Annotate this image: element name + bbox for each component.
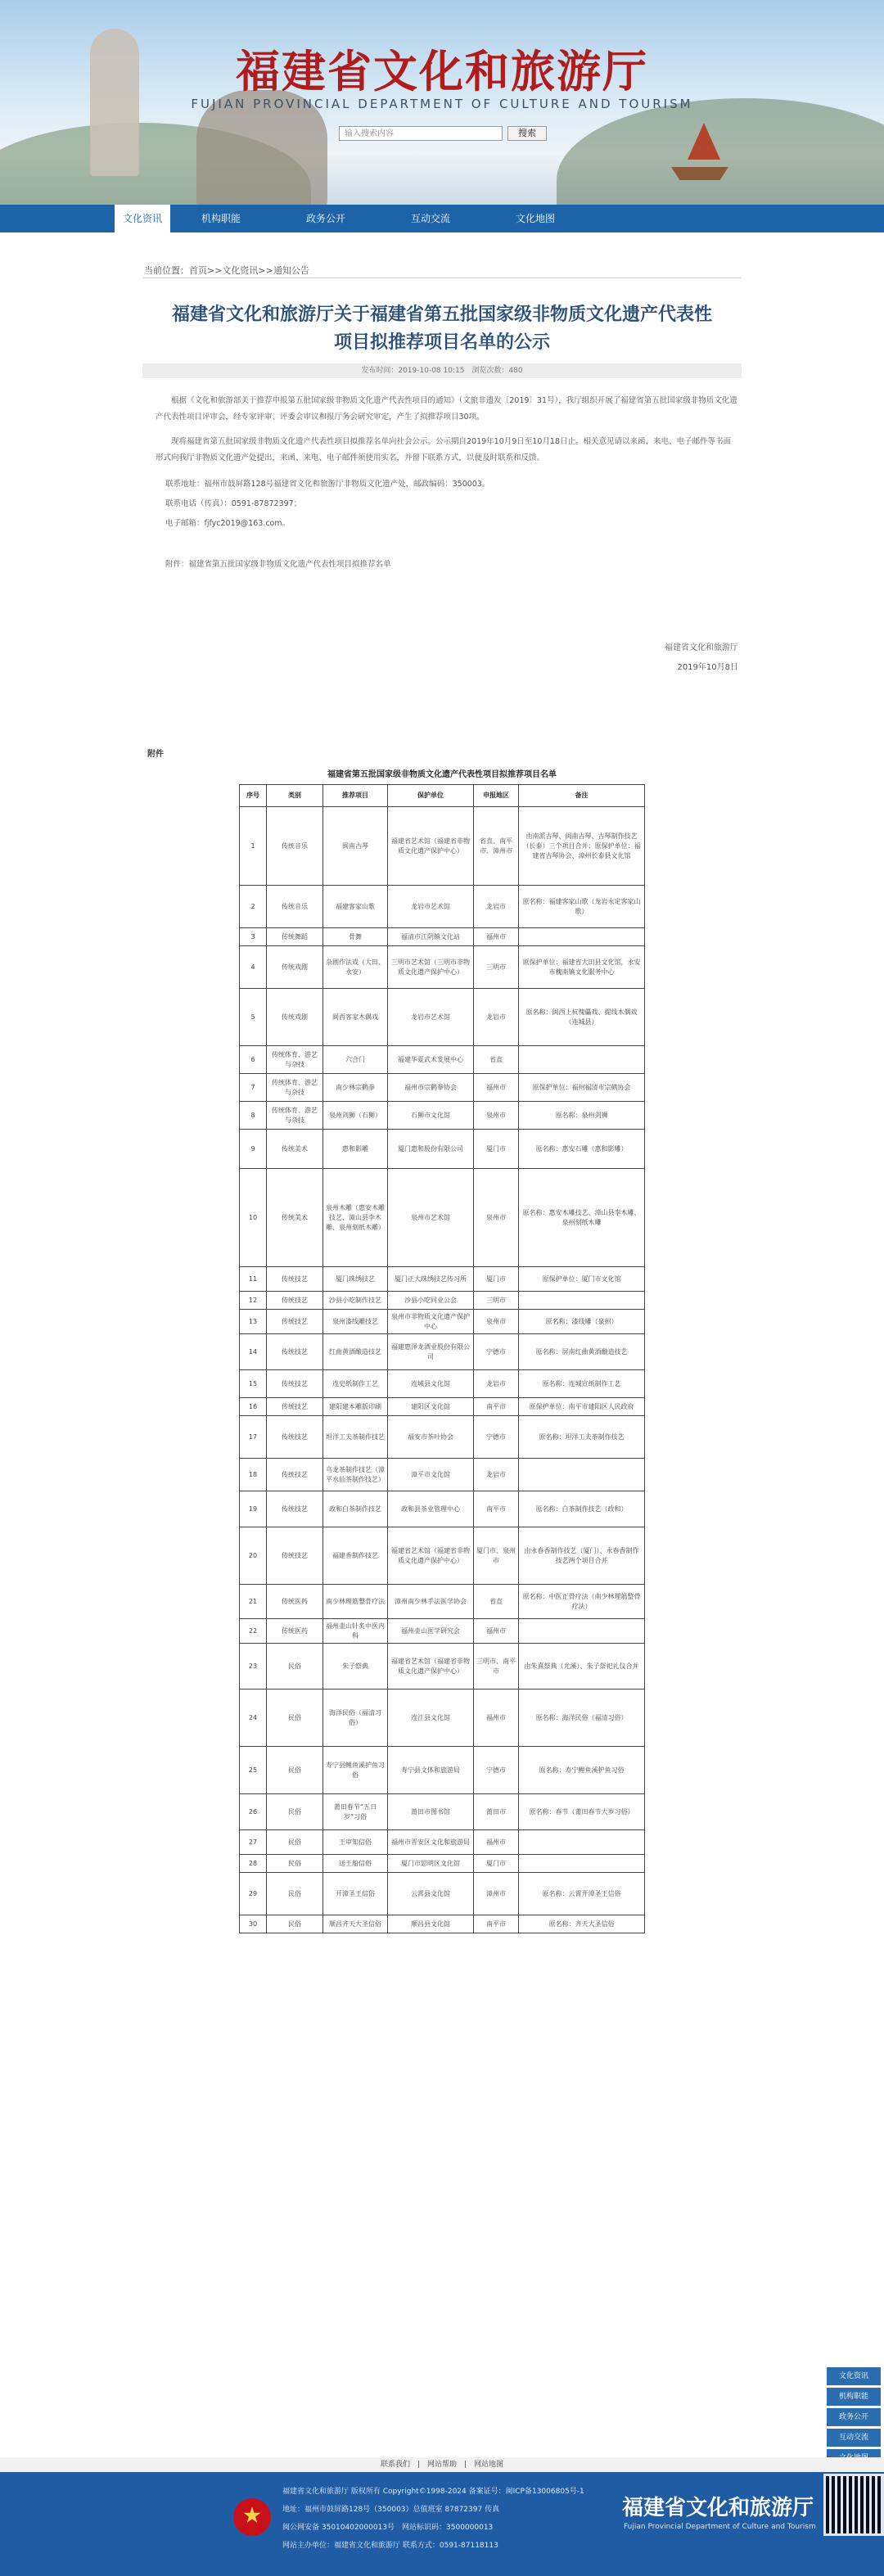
table-cell: 传统技艺	[267, 1398, 323, 1416]
table-cell: 原名称：福建客家山歌（龙岩永定客家山歌）	[519, 886, 645, 928]
footer-address: 地址：福州市鼓屏路128号（350003）总值班室 87872397 传真	[282, 2506, 500, 2514]
table-cell: 传统医药	[267, 1585, 323, 1619]
table-cell: 福建华夏武术发展中心	[388, 1046, 474, 1074]
table-cell: 福建客家山歌	[323, 886, 388, 928]
table-cell: 传统体育、游艺与杂技	[267, 1102, 323, 1130]
table-row	[240, 1855, 645, 1873]
table-cell: 福州壶山针炙中医内科	[323, 1619, 388, 1644]
table-cell: 13	[240, 1310, 267, 1334]
table-cell: 建阳区文化馆	[388, 1398, 474, 1416]
table-cell: 民俗	[267, 1794, 323, 1830]
table-row	[240, 1334, 645, 1370]
table-row	[240, 946, 645, 989]
table-cell: 25	[240, 1747, 267, 1794]
table-cell: 三明市	[474, 1292, 519, 1310]
table-row	[240, 886, 645, 928]
table-cell: 原名称：连城宣纸制作工艺	[519, 1370, 645, 1398]
table-cell: 云霄县文化馆	[388, 1873, 474, 1915]
contact-phone: 联系电话（传真）：0591-87872397；	[165, 499, 302, 508]
footer-copyright: 福建省文化和旅游厅 版权所有 Copyright©1998-2024 备案证号：闽ICP备13006805号-1	[282, 2488, 584, 2496]
site-subtitle: FUJIAN PROVINCIAL DEPARTMENT OF CULTURE AND TOURISM	[191, 97, 693, 111]
table-cell: 福州壶山医学研究会	[388, 1619, 474, 1644]
table-row	[240, 1915, 645, 1933]
table-cell: 厦门市	[474, 1267, 519, 1292]
table-cell: 闽西客家木偶戏	[323, 989, 388, 1046]
footer-organizer: 网站主办单位：福建省文化和旅游厅 联系方式：0591-87118113	[282, 2542, 498, 2550]
table-row	[240, 1747, 645, 1794]
table-cell: 19	[240, 1491, 267, 1527]
table-row	[240, 1310, 645, 1334]
table-cell: 龙岩市	[474, 989, 519, 1046]
table-cell: 传统体育、游艺与杂技	[267, 1046, 323, 1074]
nav-item-map[interactable]: 文化地图	[515, 213, 555, 224]
table-cell: 福州市晋安区文化和旅游局	[388, 1830, 474, 1855]
table-cell: 三明市	[474, 946, 519, 989]
table-cell: 传统音乐	[267, 886, 323, 928]
table-cell: 朱子祭典	[323, 1644, 388, 1690]
table-cell: 18	[240, 1459, 267, 1491]
table-row	[240, 1102, 645, 1130]
table-cell: 原名称：云霄开漳圣王信俗	[519, 1873, 645, 1915]
qr-code-icon	[823, 2474, 884, 2536]
table-cell: 福州市	[474, 1830, 519, 1855]
table-cell: 红曲黄酒酿造技艺	[323, 1334, 388, 1370]
table-cell: 省直	[474, 1585, 519, 1619]
table-cell: 传统技艺	[267, 1292, 323, 1310]
article-paragraph: 现将福建省第五批国家级非物质文化遗产代表性项目拟推荐名单向社会公示。公示期自2019年10月9日至10月18日止。相关意见请以来函、来电、电子邮件等书面形式向我厅非物质文化遗产处提出，来函、来电、电子邮件须使用实名，并留下联系方式，以便及时联系和反馈。	[156, 437, 731, 462]
table-row	[240, 1690, 645, 1747]
table-cell: 福州市	[474, 928, 519, 946]
attachment-label: 附件	[147, 750, 164, 759]
table-cell: 传统体育、游艺与杂技	[267, 1074, 323, 1102]
table-cell: 原名称：白茶制作技艺（政和）	[519, 1491, 645, 1527]
table-row	[240, 1644, 645, 1690]
table-cell: 原名称：惠安石雕（惠和影雕）	[519, 1130, 645, 1169]
table-cell: 连江县文化馆	[388, 1690, 474, 1747]
table-cell: 20	[240, 1527, 267, 1585]
article-title	[139, 301, 745, 357]
table-cell: 传统技艺	[267, 1491, 323, 1527]
table-cell: 福建香制作技艺	[323, 1527, 388, 1585]
table-cell: 南少林理筋整骨疗法	[323, 1585, 388, 1619]
table-cell: 南平市	[474, 1915, 519, 1933]
table-cell: 石狮市文化馆	[388, 1102, 474, 1130]
table-cell: 漳州市	[474, 1873, 519, 1915]
breadcrumb[interactable]: 当前位置：首页>>文化资讯>>通知公告	[144, 265, 309, 276]
table-cell: 厦门珠绣技艺	[323, 1267, 388, 1292]
sign-org: 福建省文化和旅游厅	[665, 643, 738, 652]
sign-date: 2019年10月8日	[677, 663, 738, 672]
table-cell: 7	[240, 1074, 267, 1102]
table-cell: 传统技艺	[267, 1310, 323, 1334]
table-cell: 连史纸制作工艺	[323, 1370, 388, 1398]
table-cell: 泉州木雕（惠安木雕技艺、漳山县李木雕、泉州刻纸木雕）	[323, 1169, 388, 1267]
table-cell: 顺昌齐天大圣信俗	[323, 1915, 388, 1933]
table-cell: 传统音乐	[267, 807, 323, 886]
side-item[interactable]: 政务公开	[827, 2408, 881, 2426]
table-cell: 1	[240, 807, 267, 886]
banner-hill	[557, 98, 884, 205]
footer-security: 闽公网安备 35010402000013号 网站标识码：3500000013	[282, 2524, 494, 2532]
table-cell: 原保护单位：南平市建阳区人民政府	[519, 1398, 645, 1416]
table-cell: 沙县小吃制作技艺	[323, 1292, 388, 1310]
table-cell: 30	[240, 1915, 267, 1933]
table-cell	[519, 1830, 645, 1855]
nominee-table	[239, 784, 645, 1933]
table-row	[240, 1398, 645, 1416]
table-cell: 传统技艺	[267, 1459, 323, 1491]
table-cell: 福州市	[474, 1074, 519, 1102]
table-cell: 21	[240, 1585, 267, 1619]
table-cell: 6	[240, 1046, 267, 1074]
table-cell: 22	[240, 1619, 267, 1644]
table-cell: 原保护单位：福州福清市宗鹤协会	[519, 1074, 645, 1102]
table-row	[240, 1046, 645, 1074]
table-cell: 福州市宗鹤拳协会	[388, 1074, 474, 1102]
table-cell: 南少林宗鹤拳	[323, 1074, 388, 1102]
nav-item-institution[interactable]: 机构职能	[201, 213, 241, 224]
emblem-icon	[233, 2498, 271, 2536]
table-cell: 三明市、南平市	[474, 1644, 519, 1690]
table-cell	[519, 1292, 645, 1310]
table-cell: 原名称：坦洋工夫茶制作技艺	[519, 1416, 645, 1459]
article-title-line: 福建省文化和旅游厅关于福建省第五批国家级非物质文化遗产代表性	[171, 305, 712, 325]
table-cell: 厦门市	[474, 1855, 519, 1873]
table-title: 福建省第五批国家级非物质文化遗产代表性项目拟推荐项目名单	[327, 770, 557, 779]
table-cell: 原保护单位：厦门市文化馆	[519, 1267, 645, 1292]
table-row	[240, 1873, 645, 1915]
table-cell: 传统技艺	[267, 1527, 323, 1585]
table-cell: 省直、南平市、漳州市	[474, 807, 519, 886]
table-cell: 10	[240, 1169, 267, 1267]
table-cell	[519, 1046, 645, 1074]
table-cell: 2	[240, 886, 267, 928]
table-cell	[519, 928, 645, 946]
table-cell: 顺昌县文化馆	[388, 1915, 474, 1933]
table-cell: 原名称：闽西上杭傀儡戏、提线木偶戏（连城县）	[519, 989, 645, 1046]
side-quick-nav	[827, 2367, 881, 2470]
col-header: 申报地区	[474, 785, 519, 807]
col-header: 备注	[519, 785, 645, 807]
table-cell: 传统美术	[267, 1169, 323, 1267]
table-cell: 送王船信俗	[323, 1855, 388, 1873]
table-cell: 福州市	[474, 1619, 519, 1644]
table-cell: 福建省艺术馆（福建省非物质文化遗产保护中心）	[388, 807, 474, 886]
side-item[interactable]: 文化资讯	[827, 2367, 881, 2385]
table-row	[240, 1619, 645, 1644]
side-item[interactable]: 互动交流	[827, 2429, 881, 2447]
footer-links[interactable]: 联系我们 | 网站帮助 | 网站地图	[0, 2457, 884, 2472]
table-row	[240, 1267, 645, 1292]
table-cell: 福州市	[474, 1690, 519, 1747]
table-cell: 27	[240, 1830, 267, 1855]
table-cell: 传统技艺	[267, 1370, 323, 1398]
table-cell: 坦洋工夫茶制作技艺	[323, 1416, 388, 1459]
table-cell: 原名称：惠安木雕技艺、漳山县李木雕、泉州刻纸木雕	[519, 1169, 645, 1267]
table-cell: 厦门正大珠绣技艺传习所	[388, 1267, 474, 1292]
table-cell: 泉州市艺术馆	[388, 1169, 474, 1267]
contact-email[interactable]: 电子邮箱：fjfyc2019@163.com。	[165, 519, 291, 528]
table-header-row	[240, 785, 645, 807]
table-row	[240, 1527, 645, 1585]
table-cell: 寿宁县文体和旅游局	[388, 1747, 474, 1794]
table-row	[240, 1074, 645, 1102]
table-cell: 闽南古琴	[323, 807, 388, 886]
table-cell: 海洋民俗（福清习俗）	[323, 1690, 388, 1747]
table-cell: 宁德市	[474, 1416, 519, 1459]
table-cell: 建阳建本雕版印刷	[323, 1398, 388, 1416]
table-cell: 福安市茶叶协会	[388, 1416, 474, 1459]
table-cell: 厦门惠和股份有限公司	[388, 1130, 474, 1169]
table-cell: 六合门	[323, 1046, 388, 1074]
table-cell: 民俗	[267, 1855, 323, 1873]
table-cell: 28	[240, 1855, 267, 1873]
table-cell: 传统美术	[267, 1130, 323, 1169]
table-cell: 12	[240, 1292, 267, 1310]
table-cell: 由永春香制作技艺（厦门）、永春香制作技艺两个项目合并	[519, 1527, 645, 1585]
table-cell: 3	[240, 928, 267, 946]
table-cell: 政和白茶制作技艺	[323, 1491, 388, 1527]
table-cell: 民俗	[267, 1915, 323, 1933]
table-cell: 16	[240, 1398, 267, 1416]
article-paragraph: 根据《文化和旅游部关于推荐申报第五批国家级非物质文化遗产代表性项目的通知》（文旅非遗发〔2019〕31号），我厅组织开展了福建省第五批国家级非物质文化遗产代表性项目评审会，经专家评审、评委会审议和报厅务会研究审定，产生了拟推荐项目30项。	[156, 396, 737, 422]
table-cell: 传统技艺	[267, 1334, 323, 1370]
table-cell	[519, 1459, 645, 1491]
table-row	[240, 989, 645, 1046]
table-cell: 龙岩市	[474, 1370, 519, 1398]
table-cell: 传统技艺	[267, 1416, 323, 1459]
table-cell: 省直	[474, 1046, 519, 1074]
col-header: 保护单位	[388, 785, 474, 807]
table-cell: 王审知信俗	[323, 1830, 388, 1855]
table-cell: 厦门市思明区文化馆	[388, 1855, 474, 1873]
table-cell: 莆田市图书馆	[388, 1794, 474, 1830]
table-cell: 龙岩市	[474, 886, 519, 928]
table-cell: 厦门市、泉州市	[474, 1527, 519, 1585]
table-cell: 24	[240, 1690, 267, 1747]
table-cell: 三明市艺术馆（三明市非物质文化遗产保护中心）	[388, 946, 474, 989]
table-cell: 传统舞蹈	[267, 928, 323, 946]
table-cell: 福建省艺术馆（福建省非物质文化遗产保护中心）	[388, 1527, 474, 1585]
article-meta: 发布时间：2019-10-08 10:15 浏览次数：480	[142, 363, 742, 378]
table-cell: 11	[240, 1267, 267, 1292]
table-cell	[519, 1619, 645, 1644]
table-cell: 由南派古琴、闽南古琴、古琴制作技艺（长泰）三个项目合并；原保护单位：福建省古琴协会、漳州长泰县文化馆	[519, 807, 645, 886]
table-cell: 漳平市文化馆	[388, 1459, 474, 1491]
table-row	[240, 1169, 645, 1267]
table-cell	[519, 1855, 645, 1873]
table-cell: 寿宁县鲤鱼溪护鱼习俗	[323, 1747, 388, 1794]
contact-address: 联系地址：福州市鼓屏路128号福建省文化和旅游厅非物质文化遗产处，邮政编码：350003。	[165, 480, 490, 489]
footer-brand-sub: Fujian Provincial Department of Culture and Tourism	[624, 2523, 816, 2531]
table-cell: 莆田市	[474, 1794, 519, 1830]
table-cell: 17	[240, 1416, 267, 1459]
col-header: 推荐项目	[323, 785, 388, 807]
table-cell: 沙县小吃同业公会	[388, 1292, 474, 1310]
table-cell: 传统戏剧	[267, 946, 323, 989]
table-cell: 民俗	[267, 1747, 323, 1794]
table-cell: 23	[240, 1644, 267, 1690]
table-cell: 原名称：春节（莆田春节大岁习俗）	[519, 1794, 645, 1830]
table-row	[240, 1491, 645, 1527]
table-cell: 传统医药	[267, 1619, 323, 1644]
table-cell: 福建惠泽龙酒业股份有限公司	[388, 1334, 474, 1370]
table-cell: 民俗	[267, 1690, 323, 1747]
divider	[142, 277, 742, 278]
search-button[interactable]: 搜索	[507, 126, 547, 141]
table-cell: 泉州剑狮（石狮）	[323, 1102, 388, 1130]
table-cell: 宁德市	[474, 1334, 519, 1370]
table-cell: 14	[240, 1334, 267, 1370]
table-cell: 由朱熹祭典（尤溪）、朱子祭祀礼仪合并	[519, 1644, 645, 1690]
col-header: 类别	[267, 785, 323, 807]
table-cell: 莆田春节“五日岁”习俗	[323, 1794, 388, 1830]
table-cell: 开漳圣王信俗	[323, 1873, 388, 1915]
table-cell: 厦门市	[474, 1130, 519, 1169]
table-cell: 传统技艺	[267, 1267, 323, 1292]
table-cell: 泉州市	[474, 1102, 519, 1130]
table-row	[240, 1370, 645, 1398]
main-nav	[0, 205, 884, 232]
table-row	[240, 1416, 645, 1459]
header-banner	[0, 0, 884, 205]
table-cell: 4	[240, 946, 267, 989]
attachment-link[interactable]: 附件：福建省第五批国家级非物质文化遗产代表性项目拟推荐名单	[165, 560, 391, 569]
article-title-line: 项目拟推荐项目名单的公示	[333, 332, 550, 353]
side-item[interactable]: 机构职能	[827, 2388, 881, 2406]
table-cell: 南平市	[474, 1491, 519, 1527]
table-cell: 民俗	[267, 1873, 323, 1915]
table-cell: 漳州南少林手法医学协会	[388, 1585, 474, 1619]
table-cell: 15	[240, 1370, 267, 1398]
table-cell: 乌龙茶制作技艺（漳平水仙茶制作技艺）	[323, 1459, 388, 1491]
table-cell: 原名称：海洋民俗（福清习俗）	[519, 1690, 645, 1747]
nav-item-news[interactable]: 文化资讯	[115, 205, 170, 232]
table-cell: 原名称：漆线雕（泉州）	[519, 1310, 645, 1334]
footer-brand: 福建省文化和旅游厅	[622, 2496, 814, 2520]
table-row	[240, 1130, 645, 1169]
table-cell: 传统戏剧	[267, 989, 323, 1046]
search-input[interactable]: 输入搜索内容	[339, 126, 503, 141]
nav-item-government[interactable]: 政务公开	[305, 213, 345, 224]
table-cell: 泉州市	[474, 1169, 519, 1267]
table-cell: 龙岩市艺术馆	[388, 886, 474, 928]
table-cell: 宁德市	[474, 1747, 519, 1794]
col-header: 序号	[240, 785, 267, 807]
table-cell: 南平市	[474, 1398, 519, 1416]
table-row	[240, 1794, 645, 1830]
site-title: 福建省文化和旅游厅	[236, 45, 648, 97]
table-cell: 26	[240, 1794, 267, 1830]
table-cell: 龙岩市	[474, 1459, 519, 1491]
table-cell: 原名称：泉州剑狮	[519, 1102, 645, 1130]
table-cell: 民俗	[267, 1830, 323, 1855]
table-row	[240, 1459, 645, 1491]
table-cell: 福清市江阴镇文化站	[388, 928, 474, 946]
table-cell: 泉州市非物质文化遗产保护中心	[388, 1310, 474, 1334]
table-row	[240, 928, 645, 946]
table-cell: 原名称：屏南红曲黄酒酿造技艺	[519, 1334, 645, 1370]
table-cell: 政和县茶业管理中心	[388, 1491, 474, 1527]
table-cell: 泉州漆线雕技艺	[323, 1310, 388, 1334]
table-cell: 原保护单位：福建省大田县文化馆，永安市槐南镇文化服务中心	[519, 946, 645, 989]
table-cell: 29	[240, 1873, 267, 1915]
table-row	[240, 1830, 645, 1855]
table-cell: 8	[240, 1102, 267, 1130]
table-row	[240, 1292, 645, 1310]
table-cell: 惠和影雕	[323, 1130, 388, 1169]
table-cell: 骨舞	[323, 928, 388, 946]
table-cell: 原名称：中医正骨疗法（南少林理筋整骨疗法）	[519, 1585, 645, 1619]
table-cell: 龙岩市艺术馆	[388, 989, 474, 1046]
nav-item-interaction[interactable]: 互动交流	[410, 213, 450, 224]
table-row	[240, 1585, 645, 1619]
table-cell: 连城县文化馆	[388, 1370, 474, 1398]
table-cell: 泉州市	[474, 1310, 519, 1334]
table-cell: 福建省艺术馆（福建省非物质文化遗产保护中心）	[388, 1644, 474, 1690]
table-cell: 原名称：寿宁鲤鱼溪护鱼习俗	[519, 1747, 645, 1794]
table-cell: 5	[240, 989, 267, 1046]
table-cell: 民俗	[267, 1644, 323, 1690]
table-cell: 9	[240, 1130, 267, 1169]
table-cell: 原名称：齐天大圣信俗	[519, 1915, 645, 1933]
table-cell: 杂剧作法戏（大田、永安）	[323, 946, 388, 989]
star-icon	[243, 2506, 261, 2524]
table-row	[240, 807, 645, 886]
